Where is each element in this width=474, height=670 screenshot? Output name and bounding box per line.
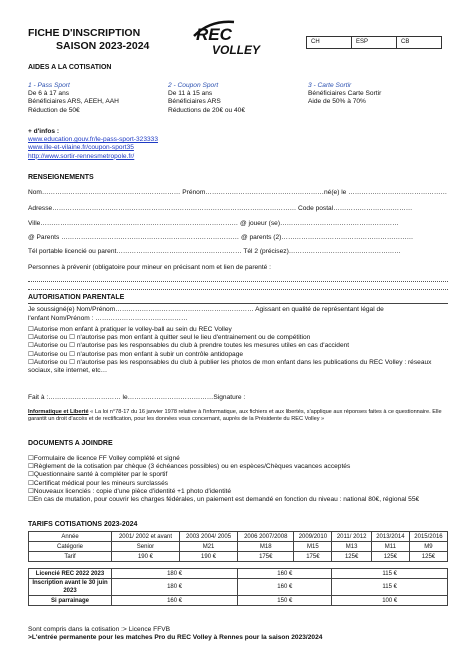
legal-notice [28, 409, 448, 424]
table-cell: Si parrainage [29, 596, 112, 606]
link-pass-sport[interactable]: www.education.gouv.fr/le-pass-sport-323333 [28, 136, 158, 144]
title-line-1: FICHE D'INSCRIPTION [28, 27, 141, 39]
table-cell: M11 [371, 542, 409, 552]
title-line-2: SAISON 2023-2024 [56, 39, 150, 52]
infos-block [28, 128, 158, 161]
table-cell: 2015/2016 [409, 532, 447, 542]
table-cell: 160 € [238, 569, 332, 579]
document-checkbox[interactable]: ☐Formulaire de licence FF Volley complété et signé [28, 455, 180, 462]
tarifs-heading: TARIFS COTISATIONS 2023-2024 [28, 521, 138, 528]
aide-line: De 6 à 17 ans [28, 90, 70, 98]
code-cb: CB [401, 39, 410, 45]
aide-title: 1 - Pass Sport [28, 82, 70, 89]
field-ville-email[interactable]: Ville……………………………………………………………………………… @ joueur (se)……………………………………………… [28, 220, 399, 227]
fait-signature[interactable]: Fait à :…………………………… le…………………………………Signature : [28, 394, 246, 401]
legal-text: « La loi n°78-17 du 16 janvier 1978 relative à l'informatique, aux fichiers et aux libertés, s'applique aux réponses faites à ce questionnaire. Elle garantit un droit d'accès et de rectification, pour les données vous concernant, auprès de la Présidente du REC Volley » [28, 409, 442, 423]
field-telephone[interactable]: Tél portable licencié ou parent………………………………………………… Tél 2 (précisez)…………………………………………… [28, 248, 401, 255]
aide-pass-sport [28, 82, 168, 115]
table-cell: M13 [332, 542, 372, 552]
tarifs-footer [28, 626, 448, 642]
link-coupon-sport[interactable]: www.ille-et-vilaine.fr/coupon-sport35 [28, 144, 134, 152]
document-checkbox[interactable]: ☐Nouveaux licenciés : copie d'une pièce d'identité +1 photo d'identité [28, 487, 232, 495]
rec-volley-logo [190, 18, 262, 58]
fill-line[interactable] [28, 281, 448, 282]
table-cell: Tarif [29, 552, 112, 562]
document-checkbox[interactable]: ☐Règlement de la cotisation par chèque (3 échéances possibles) ou en espèces/Chèques vacances acceptés [28, 463, 351, 471]
autorisation-checkbox[interactable]: ☐Autorise ou ☐ n'autorise pas les responsables du club à publier les photos de mon enfant dans les publications du REC Volley : réseaux sociaux, site internet, etc… [28, 358, 432, 375]
autorisation-checkbox[interactable]: ☐Autorise ou ☐ n'autorise pas mon enfant à subir un contrôle antidopage [28, 350, 244, 358]
fill-line[interactable] [28, 289, 448, 290]
table-row [29, 562, 448, 569]
aides-columns [28, 82, 448, 115]
aide-line: Aide de 50% à 70% [308, 98, 366, 106]
table-cell: 160 € [238, 579, 332, 596]
aide-line: Bénéficiaires ARS, AEEH, AAH [28, 98, 119, 106]
autorisation-list [28, 326, 448, 375]
table-cell: 2001/ 2002 et avant [112, 532, 180, 542]
autorisation-soussigne[interactable]: Je soussigné(e) Nom/Prénom……………………………………………………… Agissant en qualité de représentant légal de [28, 306, 384, 313]
table-row [29, 579, 448, 596]
aide-line: Réduction de 50€ [28, 106, 80, 114]
legal-label: Informatique et Liberté [28, 409, 89, 415]
aide-line: Réductions de 20€ ou 40€ [168, 106, 245, 114]
field-email-parents[interactable]: @ Parents ……………………………………………………………………… @ parents (2)…………………………………………………… [28, 234, 414, 241]
field-nom-prenom[interactable]: Nom……………………………………………………… Prénom………………………………………………né(e) le ……………………………………… [28, 189, 448, 196]
table-cell: 115 € [332, 579, 448, 596]
table-cell: 2011/ 2012 [332, 532, 372, 542]
table-cell: Inscription avant le 30 juin 2023 [29, 579, 112, 596]
table-cell: 180 € [112, 569, 238, 579]
code-ch: CH [307, 37, 352, 48]
table-cell: 190 € [112, 552, 180, 562]
tarifs-table [28, 531, 448, 606]
logo-text-rec: REC [196, 25, 232, 44]
table-cell: 2013/2014 [371, 532, 409, 542]
table-cell: M9 [409, 542, 447, 552]
autorisation-checkbox[interactable]: ☐Autorise ou ☐ n'autorise pas mon enfant à quitter seul le lieu d'entrainement ou de compétition [28, 334, 311, 342]
document-checkbox[interactable]: ☐En cas de mutation, pour couvrir les charges fédérales, un paiement est demandé en fonction du niveau : national 80€, régional 55€ [28, 496, 420, 504]
document-checkbox[interactable]: ☐Questionnaire santé à compléter par le sportif [28, 471, 168, 479]
infos-label: + d'infos : [28, 128, 60, 135]
field-adresse[interactable]: Adresse………………………………………………………………………………………………… Code postal……………………………… [28, 205, 413, 212]
table-cell: M18 [238, 542, 294, 552]
table-cell: 190 € [179, 552, 237, 562]
table-cell: Année [29, 532, 112, 542]
table-row [29, 596, 448, 606]
table-cell: 2006 2007/2008 [238, 532, 294, 542]
table-cell: 2009/2010 [294, 532, 332, 542]
table-cell: Catégorie [29, 542, 112, 552]
table-cell: 115 € [332, 569, 448, 579]
codes-box [306, 36, 442, 49]
aide-line: Bénéficiaires ARS [168, 98, 221, 106]
documents-heading: DOCUMENTS A JOINDRE [28, 440, 113, 447]
table-row [29, 569, 448, 579]
autorisation-checkbox[interactable]: ☐Autorise ou ☐ n'autorise pas les responsables du club à prendre toutes les mesures utiles en cas d'accident [28, 342, 350, 350]
table-cell: Senior [112, 542, 180, 552]
document-checkbox[interactable]: ☐Certificat médical pour les mineurs surclassés [28, 479, 169, 487]
table-cell: 180 € [112, 579, 238, 596]
table-row [29, 542, 448, 552]
divider [28, 303, 448, 304]
table-cell: 150 € [238, 596, 332, 606]
autorisation-enfant[interactable]: l'enfant Nom/Prénom : …………………………………… [28, 315, 188, 322]
table-cell: 100 € [332, 596, 448, 606]
field-personnes-prevenir: Personnes à prévenir (obligatoire pour mineur en précisant nom et lien de parenté : [28, 264, 272, 271]
aide-title: 3 - Carte Sortir [308, 82, 352, 89]
tarifs-footer-line2: >L'entrée permanente pour les matches Pro du REC Volley à Rennes pour la saison 2023/2024 [28, 634, 323, 642]
table-cell: 160 € [112, 596, 238, 606]
table-cell: 175€ [238, 552, 294, 562]
renseignements-heading: RENSEIGNEMENTS [28, 174, 94, 181]
table-cell: 175€ [294, 552, 332, 562]
aide-title: 2 - Coupon Sport [168, 82, 219, 89]
table-cell: 125€ [409, 552, 447, 562]
documents-list [28, 455, 448, 504]
link-carte-sortir[interactable]: http://www.sortir-rennesmetropole.fr/ [28, 152, 135, 160]
table-cell: M21 [179, 542, 237, 552]
aide-carte-sortir [308, 82, 448, 115]
aides-heading: AIDES A LA COTISATION [28, 64, 112, 71]
page-title [28, 27, 149, 52]
logo-text-volley: VOLLEY [212, 43, 261, 57]
aide-line: De 11 à 15 ans [168, 90, 213, 98]
aide-coupon-sport [168, 82, 308, 115]
autorisation-checkbox[interactable]: ☐Autorise mon enfant à pratiquer le volley-ball au sein du REC Volley [28, 326, 232, 333]
table-row [29, 552, 448, 562]
table-cell: 125€ [371, 552, 409, 562]
table-cell: Licencié REC 2022 2023 [29, 569, 112, 579]
autorisation-heading: AUTORISATION PARENTALE [28, 294, 125, 301]
table-cell: 125€ [332, 552, 372, 562]
table-cell: M15 [294, 542, 332, 552]
aide-line: Bénéficiaires Carte Sortir [308, 90, 382, 98]
code-esp: ESP [352, 37, 397, 48]
table-row [29, 532, 448, 542]
tarifs-footer-line1: Sont compris dans la cotisation :> Licence FFVB [28, 626, 171, 633]
table-cell: 2003 2004/ 2005 [179, 532, 237, 542]
